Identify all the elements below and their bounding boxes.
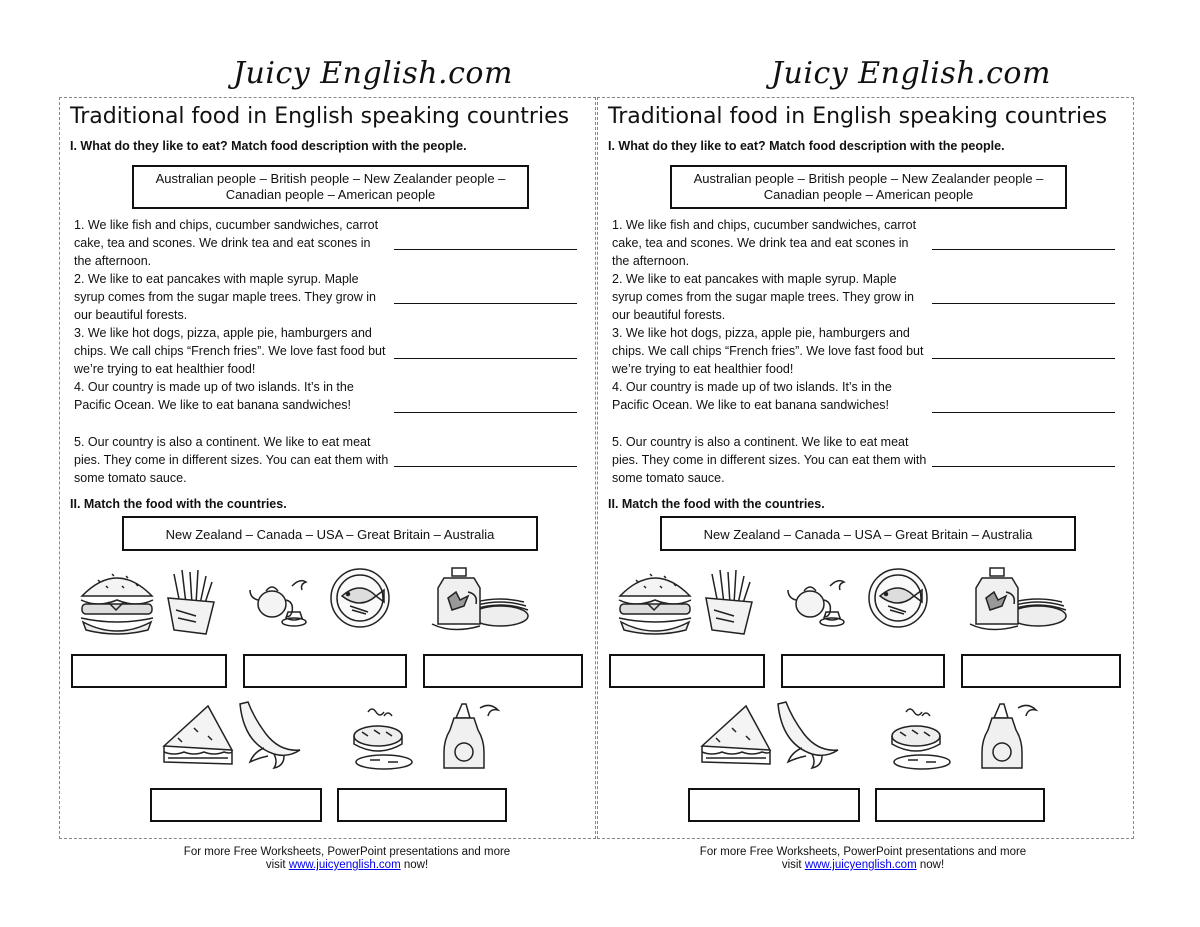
brand-logo-right: Juicy English.com bbox=[771, 56, 1051, 91]
banana-icon bbox=[772, 698, 842, 770]
answer-box-1[interactable] bbox=[609, 654, 765, 688]
tomato-sauce-icon bbox=[432, 702, 502, 774]
maple-syrup-pancakes-icon bbox=[422, 564, 532, 638]
hamburger-icon bbox=[78, 566, 156, 636]
answer-line-1[interactable] bbox=[394, 249, 577, 250]
description-4: 4. Our country is made up of two islands. It’s in the Pacific Ocean. We like to eat banana sandwiches! bbox=[74, 380, 354, 412]
worksheet-title: Traditional food in English speaking countries bbox=[608, 104, 1108, 129]
answer-box-2[interactable] bbox=[781, 654, 945, 688]
answer-line-2[interactable] bbox=[394, 303, 577, 304]
country-list: New Zealand – Canada – USA – Great Britain – Australia bbox=[165, 527, 495, 542]
footer-visit-text: visit bbox=[781, 859, 805, 871]
footer-line-2 bbox=[628, 859, 1098, 872]
description-3: 3. We like hot dogs, pizza, apple pie, hamburgers and chips. We call chips “French fries”. We love fast food but we’re trying to eat healthier food! bbox=[74, 326, 386, 376]
answer-box-2[interactable] bbox=[243, 654, 407, 688]
fish-and-chips-icon bbox=[866, 566, 930, 630]
description-2: 2. We like to eat pancakes with maple syrup. Maple syrup comes from the sugar maple trees. They grow in our beautiful forests. bbox=[74, 272, 376, 322]
sandwich-icon bbox=[696, 698, 776, 770]
description-5: 5. Our country is also a continent. We like to eat meat pies. They come in different sizes. You can eat them with some tomato sauce. bbox=[74, 435, 389, 485]
answer-line-1[interactable] bbox=[932, 249, 1115, 250]
french-fries-icon bbox=[698, 568, 760, 636]
answer-line-4[interactable] bbox=[394, 412, 577, 413]
answer-box-4[interactable] bbox=[150, 788, 322, 822]
worksheet-title: Traditional food in English speaking countries bbox=[70, 104, 570, 129]
description-4: 4. Our country is made up of two islands. It’s in the Pacific Ocean. We like to eat banana sandwiches! bbox=[612, 380, 892, 412]
maple-syrup-pancakes-icon bbox=[960, 564, 1070, 638]
answer-line-5[interactable] bbox=[394, 466, 577, 467]
footer-visit-text: visit bbox=[265, 859, 289, 871]
answer-line-3[interactable] bbox=[394, 358, 577, 359]
description-1: 1. We like fish and chips, cucumber sandwiches, carrot cake, tea and scones. We drink tea and eat scones in the afternoon. bbox=[74, 218, 379, 268]
people-line-2: Canadian people – American people bbox=[225, 187, 436, 202]
footer-line-2 bbox=[112, 859, 582, 872]
footer-left bbox=[112, 846, 582, 872]
answer-box-3[interactable] bbox=[961, 654, 1121, 688]
answer-line-4[interactable] bbox=[932, 412, 1115, 413]
section-2-heading: II. Match the food with the countries. bbox=[608, 497, 825, 511]
teapot-icon bbox=[786, 570, 848, 630]
answer-line-2[interactable] bbox=[932, 303, 1115, 304]
answer-line-3[interactable] bbox=[932, 358, 1115, 359]
tomato-sauce-icon bbox=[970, 702, 1040, 774]
answer-box-1[interactable] bbox=[71, 654, 227, 688]
footer-line-1: For more Free Worksheets, PowerPoint presentations and more bbox=[183, 846, 511, 858]
answer-box-5[interactable] bbox=[875, 788, 1045, 822]
answer-box-5[interactable] bbox=[337, 788, 507, 822]
people-word-box bbox=[670, 165, 1067, 209]
answer-box-3[interactable] bbox=[423, 654, 583, 688]
country-word-box bbox=[122, 516, 538, 551]
website-link[interactable]: www.juicyenglish.com bbox=[804, 859, 917, 871]
people-line-2: Canadian people – American people bbox=[763, 187, 974, 202]
french-fries-icon bbox=[160, 568, 222, 636]
description-5: 5. Our country is also a continent. We like to eat meat pies. They come in different sizes. You can eat them with some tomato sauce. bbox=[612, 435, 927, 485]
section-2-heading: II. Match the food with the countries. bbox=[70, 497, 287, 511]
section-1-heading: I. What do they like to eat? Match food description with the people. bbox=[608, 139, 1005, 153]
description-2: 2. We like to eat pancakes with maple syrup. Maple syrup comes from the sugar maple trees. They grow in our beautiful forests. bbox=[612, 272, 914, 322]
answer-box-4[interactable] bbox=[688, 788, 860, 822]
country-list: New Zealand – Canada – USA – Great Britain – Australia bbox=[703, 527, 1033, 542]
hamburger-icon bbox=[616, 566, 694, 636]
people-line-1: Australian people – British people – New Zealander people – bbox=[155, 171, 506, 186]
footer-after-text: now! bbox=[400, 859, 429, 871]
section-1-heading: I. What do they like to eat? Match food description with the people. bbox=[70, 139, 467, 153]
meat-pie-icon bbox=[886, 704, 954, 772]
country-word-box bbox=[660, 516, 1076, 551]
fish-and-chips-icon bbox=[328, 566, 392, 630]
worksheet-right bbox=[597, 97, 1134, 839]
website-link[interactable]: www.juicyenglish.com bbox=[288, 859, 401, 871]
meat-pie-icon bbox=[348, 704, 416, 772]
people-line-1: Australian people – British people – New Zealander people – bbox=[693, 171, 1044, 186]
teapot-icon bbox=[248, 570, 310, 630]
footer-line-1: For more Free Worksheets, PowerPoint presentations and more bbox=[699, 846, 1027, 858]
description-1: 1. We like fish and chips, cucumber sandwiches, carrot cake, tea and scones. We drink tea and eat scones in the afternoon. bbox=[612, 218, 917, 268]
sandwich-icon bbox=[158, 698, 238, 770]
footer-after-text: now! bbox=[916, 859, 945, 871]
banana-icon bbox=[234, 698, 304, 770]
people-word-box bbox=[132, 165, 529, 209]
description-3: 3. We like hot dogs, pizza, apple pie, hamburgers and chips. We call chips “French fries”. We love fast food but we’re trying to eat healthier food! bbox=[612, 326, 924, 376]
footer-right bbox=[628, 846, 1098, 872]
brand-logo-left: Juicy English.com bbox=[233, 56, 513, 91]
answer-line-5[interactable] bbox=[932, 466, 1115, 467]
worksheet-left bbox=[59, 97, 596, 839]
